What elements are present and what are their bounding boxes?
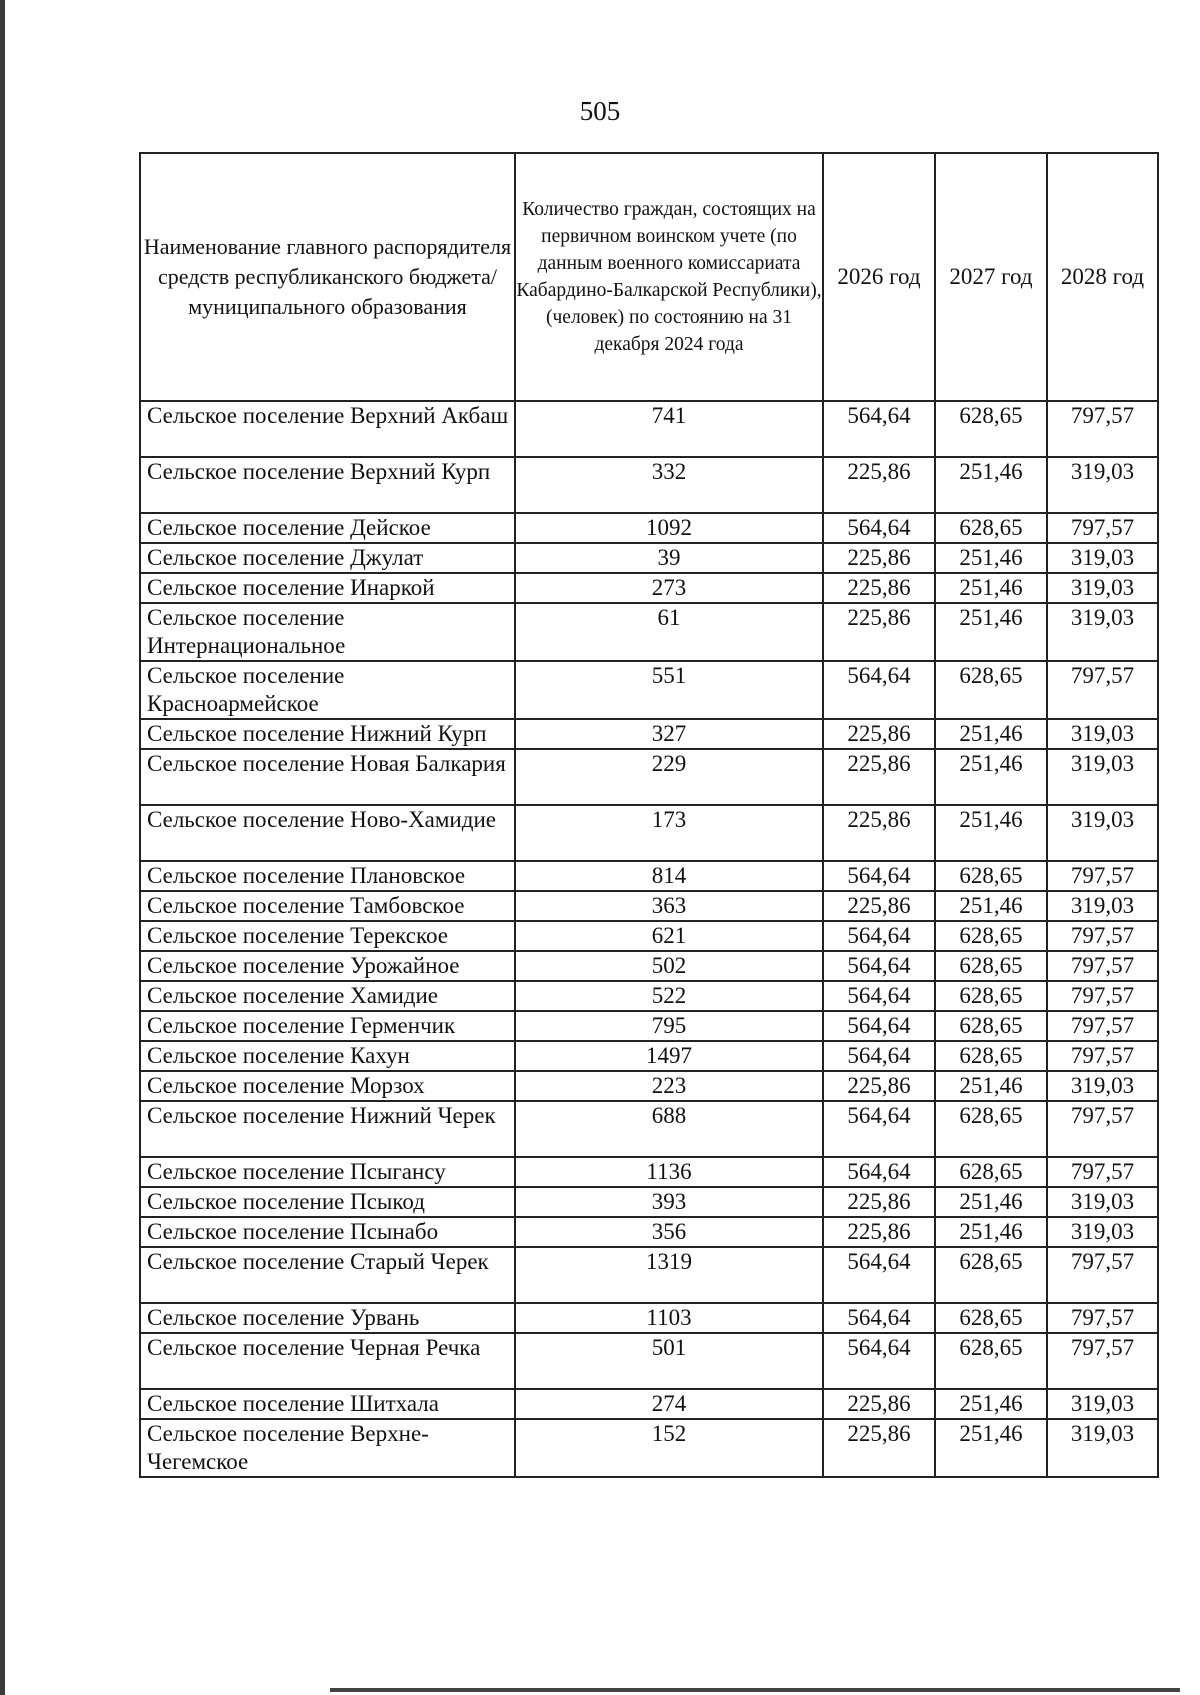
row-2028: 319,03	[1047, 805, 1158, 861]
row-2028: 797,57	[1047, 1041, 1158, 1071]
row-2027: 251,46	[935, 603, 1047, 661]
row-2027: 251,46	[935, 891, 1047, 921]
row-2026: 564,64	[823, 1041, 935, 1071]
header-2028: 2028 год	[1047, 153, 1158, 401]
table-row	[140, 543, 1158, 573]
row-name: Сельское поселение Интернациональное	[140, 603, 515, 661]
row-2028: 797,57	[1047, 661, 1158, 719]
row-count: 1497	[515, 1041, 823, 1071]
row-2028: 319,03	[1047, 1389, 1158, 1419]
row-name: Сельское поселение Старый Черек	[140, 1247, 515, 1303]
table-row	[140, 1187, 1158, 1217]
row-2028: 319,03	[1047, 1071, 1158, 1101]
row-count: 393	[515, 1187, 823, 1217]
table-row	[140, 1217, 1158, 1247]
row-2026: 564,64	[823, 513, 935, 543]
row-2026: 564,64	[823, 401, 935, 457]
row-2027: 251,46	[935, 1389, 1047, 1419]
row-2026: 225,86	[823, 805, 935, 861]
row-2026: 225,86	[823, 1217, 935, 1247]
row-name: Сельское поселение Черная Речка	[140, 1333, 515, 1389]
header-name: Наименование главного распорядителя средств республиканского бюджета/муниципального образования	[140, 153, 515, 401]
row-name: Сельское поселение Верхне-Чегемское	[140, 1419, 515, 1477]
row-name: Сельское поселение Верхний Акбаш	[140, 401, 515, 457]
header-2027: 2027 год	[935, 153, 1047, 401]
row-name: Сельское поселение Герменчик	[140, 1011, 515, 1041]
row-2026: 564,64	[823, 1157, 935, 1187]
scan-left-edge	[0, 0, 5, 1695]
scan-bottom-edge	[330, 1688, 1180, 1692]
table-row	[140, 661, 1158, 719]
row-2028: 797,57	[1047, 1101, 1158, 1157]
row-count: 795	[515, 1011, 823, 1041]
row-name: Сельское поселение Красноармейское	[140, 661, 515, 719]
row-2026: 225,86	[823, 749, 935, 805]
table-row	[140, 861, 1158, 891]
row-name: Сельское поселение Терекское	[140, 921, 515, 951]
row-count: 502	[515, 951, 823, 981]
table-header-row	[140, 153, 1158, 401]
table-row	[140, 1389, 1158, 1419]
row-2026: 564,64	[823, 1101, 935, 1157]
row-count: 152	[515, 1419, 823, 1477]
row-name: Сельское поселение Шитхала	[140, 1389, 515, 1419]
table-row	[140, 457, 1158, 513]
row-name: Сельское поселение Хамидие	[140, 981, 515, 1011]
row-2027: 251,46	[935, 1187, 1047, 1217]
row-name: Сельское поселение Верхний Курп	[140, 457, 515, 513]
row-2027: 251,46	[935, 543, 1047, 573]
row-2027: 628,65	[935, 1101, 1047, 1157]
row-count: 1319	[515, 1247, 823, 1303]
row-2028: 797,57	[1047, 921, 1158, 951]
row-count: 522	[515, 981, 823, 1011]
row-2027: 628,65	[935, 513, 1047, 543]
table-row	[140, 1419, 1158, 1477]
row-2027: 628,65	[935, 401, 1047, 457]
table-row	[140, 1041, 1158, 1071]
row-2026: 225,86	[823, 1389, 935, 1419]
row-count: 223	[515, 1071, 823, 1101]
row-2028: 797,57	[1047, 861, 1158, 891]
header-count: Количество граждан, состоящих на первичном воинском учете (по данным военного комиссариата Кабардино-Балкарской Республики), (человек) по состоянию на 31 декабря 2024 года	[515, 153, 823, 401]
table-row	[140, 719, 1158, 749]
row-count: 273	[515, 573, 823, 603]
row-name: Сельское поселение Морзох	[140, 1071, 515, 1101]
row-2026: 225,86	[823, 719, 935, 749]
row-2028: 319,03	[1047, 603, 1158, 661]
table-row	[140, 1247, 1158, 1303]
table-row	[140, 1071, 1158, 1101]
row-name: Сельское поселение Джулат	[140, 543, 515, 573]
table-row	[140, 1303, 1158, 1333]
row-count: 551	[515, 661, 823, 719]
row-name: Сельское поселение Урвань	[140, 1303, 515, 1333]
row-2026: 564,64	[823, 1247, 935, 1303]
row-name: Сельское поселение Псыкод	[140, 1187, 515, 1217]
row-2026: 225,86	[823, 543, 935, 573]
row-2028: 319,03	[1047, 1217, 1158, 1247]
row-count: 39	[515, 543, 823, 573]
row-count: 1136	[515, 1157, 823, 1187]
row-count: 621	[515, 921, 823, 951]
table-row	[140, 1101, 1158, 1157]
row-2026: 564,64	[823, 861, 935, 891]
row-count: 741	[515, 401, 823, 457]
row-2028: 797,57	[1047, 1157, 1158, 1187]
row-2028: 319,03	[1047, 543, 1158, 573]
row-2027: 251,46	[935, 1217, 1047, 1247]
row-2027: 628,65	[935, 1041, 1047, 1071]
row-count: 501	[515, 1333, 823, 1389]
row-2028: 797,57	[1047, 401, 1158, 457]
row-name: Сельское поселение Инаркой	[140, 573, 515, 603]
table-row	[140, 749, 1158, 805]
table-row	[140, 805, 1158, 861]
row-2028: 319,03	[1047, 891, 1158, 921]
row-count: 173	[515, 805, 823, 861]
row-2026: 564,64	[823, 951, 935, 981]
row-2026: 225,86	[823, 891, 935, 921]
row-name: Сельское поселение Плановское	[140, 861, 515, 891]
row-2027: 251,46	[935, 749, 1047, 805]
row-name: Сельское поселение Кахун	[140, 1041, 515, 1071]
row-name: Сельское поселение Урожайное	[140, 951, 515, 981]
table-row	[140, 951, 1158, 981]
row-2028: 797,57	[1047, 1247, 1158, 1303]
row-2026: 225,86	[823, 457, 935, 513]
row-count: 814	[515, 861, 823, 891]
row-2027: 251,46	[935, 457, 1047, 513]
row-2027: 251,46	[935, 1071, 1047, 1101]
row-2027: 628,65	[935, 951, 1047, 981]
table-row	[140, 401, 1158, 457]
row-count: 327	[515, 719, 823, 749]
table-row	[140, 1157, 1158, 1187]
row-count: 688	[515, 1101, 823, 1157]
table-row	[140, 513, 1158, 543]
row-2028: 319,03	[1047, 457, 1158, 513]
row-2026: 225,86	[823, 603, 935, 661]
row-name: Сельское поселение Тамбовское	[140, 891, 515, 921]
row-2027: 628,65	[935, 1011, 1047, 1041]
row-2028: 797,57	[1047, 1011, 1158, 1041]
row-2026: 564,64	[823, 1011, 935, 1041]
row-name: Сельское поселение Псыгансу	[140, 1157, 515, 1187]
row-2027: 251,46	[935, 573, 1047, 603]
row-name: Сельское поселение Ново-Хамидие	[140, 805, 515, 861]
row-2027: 628,65	[935, 1247, 1047, 1303]
row-count: 332	[515, 457, 823, 513]
row-count: 61	[515, 603, 823, 661]
row-count: 1103	[515, 1303, 823, 1333]
row-2027: 251,46	[935, 805, 1047, 861]
row-2026: 564,64	[823, 1303, 935, 1333]
page-number: 505	[579, 96, 621, 126]
row-2028: 319,03	[1047, 1187, 1158, 1217]
row-2026: 564,64	[823, 921, 935, 951]
table-row	[140, 921, 1158, 951]
row-count: 274	[515, 1389, 823, 1419]
row-2028: 797,57	[1047, 951, 1158, 981]
row-count: 356	[515, 1217, 823, 1247]
row-2027: 628,65	[935, 981, 1047, 1011]
row-2028: 319,03	[1047, 573, 1158, 603]
row-count: 363	[515, 891, 823, 921]
row-2026: 225,86	[823, 1419, 935, 1477]
table-row	[140, 981, 1158, 1011]
row-2028: 319,03	[1047, 719, 1158, 749]
table-body	[140, 401, 1158, 1477]
row-2027: 251,46	[935, 719, 1047, 749]
row-name: Сельское поселение Псынабо	[140, 1217, 515, 1247]
header-2026: 2026 год	[823, 153, 935, 401]
row-2028: 797,57	[1047, 513, 1158, 543]
row-2026: 225,86	[823, 573, 935, 603]
row-name: Сельское поселение Новая Балкария	[140, 749, 515, 805]
row-2028: 319,03	[1047, 1419, 1158, 1477]
row-2027: 628,65	[935, 861, 1047, 891]
table-row	[140, 891, 1158, 921]
row-2026: 225,86	[823, 1187, 935, 1217]
row-2028: 797,57	[1047, 981, 1158, 1011]
row-2026: 564,64	[823, 1333, 935, 1389]
row-name: Сельское поселение Нижний Черек	[140, 1101, 515, 1157]
row-count: 1092	[515, 513, 823, 543]
budget-table	[139, 152, 1159, 1478]
row-2028: 797,57	[1047, 1333, 1158, 1389]
row-2027: 628,65	[935, 661, 1047, 719]
row-2028: 319,03	[1047, 749, 1158, 805]
row-2027: 628,65	[935, 1303, 1047, 1333]
table-row	[140, 1011, 1158, 1041]
row-2027: 628,65	[935, 1333, 1047, 1389]
row-2027: 251,46	[935, 1419, 1047, 1477]
row-2026: 564,64	[823, 981, 935, 1011]
row-2028: 797,57	[1047, 1303, 1158, 1333]
row-count: 229	[515, 749, 823, 805]
row-2026: 564,64	[823, 661, 935, 719]
row-2026: 225,86	[823, 1071, 935, 1101]
table-row	[140, 1333, 1158, 1389]
row-name: Сельское поселение Нижний Курп	[140, 719, 515, 749]
row-name: Сельское поселение Дейское	[140, 513, 515, 543]
row-2027: 628,65	[935, 921, 1047, 951]
table-row	[140, 603, 1158, 661]
table-row	[140, 573, 1158, 603]
row-2027: 628,65	[935, 1157, 1047, 1187]
